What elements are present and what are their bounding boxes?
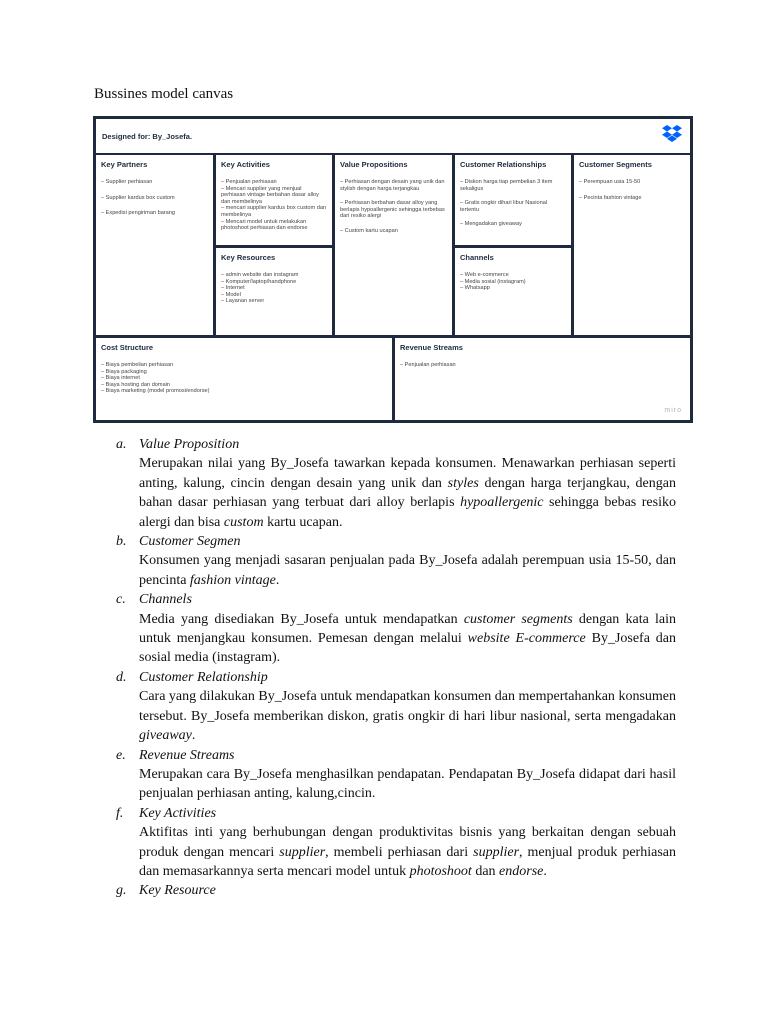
list-letter: f.	[116, 805, 124, 821]
list-item: – Web e-commerce	[460, 272, 509, 278]
key-partners-block	[96, 155, 213, 335]
list-item: – Komputer/laptop/handphone	[221, 278, 297, 285]
key-resources-title: Key Resources	[221, 253, 276, 262]
list-item: – Supplier kardus box custom	[101, 194, 175, 201]
list-item: – Internet	[221, 285, 245, 292]
section-heading: Key Resource	[139, 883, 216, 899]
list-item: – Biaya marketing (model promosi/endorse)	[101, 388, 210, 395]
list-item: – Biaya pembelian perhiasan	[101, 362, 174, 368]
list-item: – Pecinta fashion vintage	[579, 194, 642, 201]
list-item: – Perempuan usia 15-50	[579, 179, 641, 185]
designed-for-label: Designed for: By_Josefa.	[102, 132, 193, 141]
canvas-header	[96, 119, 690, 153]
list-item: – Mengadakan giveaway	[460, 221, 522, 228]
section-value-proposition	[116, 435, 676, 532]
section-body: Merupakan nilai yang By_Josefa tawarkan kepada konsumen. Menawarkan perhiasan seperti anting, kalung, cincin dengan desain yang unik dan styles dengan harga terjangkau, dengan bahan dasar perhiasan yang terbuat dari alloy berlapis hypoallergenic sehingga bebas resiko alergi dan bisa custom kartu ucapan.	[139, 456, 676, 530]
revenue-streams-block	[395, 338, 690, 420]
list-item: – Media sosial (instagram)	[460, 278, 526, 285]
list-item: – Perhiasan berbahan dasar alloy yang berlapis hypoallergenic sehingga terbebas dari resiko alergi	[340, 200, 445, 220]
business-model-canvas	[93, 116, 693, 423]
key-partners-title: Key Partners	[101, 160, 148, 169]
list-letter: d.	[116, 669, 127, 685]
key-activities-block	[216, 155, 332, 245]
customer-segments-title: Customer Segments	[579, 160, 652, 169]
list-letter: e.	[116, 747, 126, 763]
dropbox-icon	[662, 125, 682, 143]
section-key-activities	[116, 804, 676, 882]
list-item: – Layanan server	[221, 298, 265, 305]
section-heading: Revenue Streams	[139, 747, 235, 763]
miro-watermark: miro	[664, 407, 682, 414]
value-propositions-block	[335, 155, 452, 335]
list-item: – Mencari model untuk melakukan photoshoot perhiasan dan endorse	[221, 218, 308, 232]
list-letter: g.	[116, 883, 127, 899]
channels-title: Channels	[460, 253, 494, 262]
cost-structure-block	[96, 338, 392, 420]
list-item: – Biaya hosting dan domain	[101, 381, 171, 388]
list-item: – Gratis ongkir dihari libur Nasional tertentu	[460, 200, 548, 213]
revenue-streams-title: Revenue Streams	[400, 343, 463, 352]
list-item: – Supplier perhiasan	[101, 179, 153, 185]
list-item: – Whatsapp	[460, 285, 490, 292]
list-item: – Penjualan perhiasan	[221, 179, 277, 185]
section-key-resource	[116, 881, 676, 900]
section-customer-relationship	[116, 668, 676, 746]
list-item: – Expedisi pengiriman barang	[101, 210, 176, 217]
list-item: – Perhiasan dengan desain yang unik dan stylish dengan harga terjangkau	[340, 179, 445, 192]
key-resources-block	[216, 248, 332, 335]
cost-structure-title: Cost Structure	[101, 343, 154, 352]
section-body: Media yang disediakan By_Josefa untuk mendapatkan customer segments dengan kata lain untuk menjangkau konsumen. Pemesan dengan melalui website E-commerce By_Josefa dan sosial media (instagram).	[139, 611, 676, 666]
section-revenue-streams	[116, 746, 676, 804]
section-customer-segmen	[116, 532, 676, 590]
key-activities-title: Key Activities	[221, 160, 270, 169]
list-item: – Diskon harga tiap pembelian 3 item sekaligus	[460, 179, 553, 192]
explanation-list	[116, 435, 676, 901]
section-heading: Key Activities	[139, 805, 217, 821]
list-letter: a.	[116, 437, 127, 452]
list-letter: b.	[116, 534, 127, 550]
section-body: Cara yang dilakukan By_Josefa untuk mendapatkan konsumen dan mempertahankan konsumen tersebut. By_Josefa memberikan diskon, gratis ongkir di hari libur nasional, serta mengadakan giveaway.	[139, 689, 676, 744]
list-item: – mencari supplier kardus box custom dan membelinya	[221, 205, 327, 218]
list-item: – Biaya internet	[101, 375, 140, 382]
section-body: Aktifitas inti yang berhubungan dengan produktivitas bisnis yang berkaitan dengan sebuah produk dengan mencari supplier, membeli perhiasan dari supplier, menjual produk perhiasan dan memasarkannya serta mencari model untuk photoshoot dan endorse.	[139, 825, 676, 879]
document-title: Bussines model canvas	[94, 86, 234, 102]
section-heading: Customer Segmen	[139, 534, 241, 550]
list-item: – Biaya packaging	[101, 368, 147, 375]
section-body: Merupakan cara By_Josefa menghasilkan pendapatan. Pendapatan By_Josefa didapat dari hasil penjualan perhiasan anting, kalung,cincin.	[139, 766, 676, 802]
list-item: – Mencari supplier yang menjual perhiasan vintage berbahan dasar alloy dan membelinya	[221, 185, 319, 205]
section-heading: Value Proposition	[139, 437, 240, 452]
list-item: – Custom kartu ucapan	[340, 227, 398, 234]
list-item: – Penjualan perhiasan	[400, 362, 456, 368]
section-body: Konsumen yang menjadi sasaran penjualan pada By_Josefa adalah perempuan usia 15-50, dan pencinta fashion vintage.	[139, 553, 676, 588]
section-heading: Customer Relationship	[139, 669, 268, 685]
list-item: – admin website dan instagram	[221, 272, 299, 278]
customer-segments-block	[574, 155, 690, 335]
customer-relationships-block	[455, 155, 571, 245]
list-item: – Model	[221, 291, 241, 298]
section-heading: Channels	[139, 592, 192, 608]
channels-block	[455, 248, 571, 335]
section-channels	[116, 590, 676, 668]
value-propositions-title: Value Propositions	[340, 160, 408, 169]
list-letter: c.	[116, 592, 126, 608]
customer-relationships-title: Customer Relationships	[460, 160, 547, 169]
